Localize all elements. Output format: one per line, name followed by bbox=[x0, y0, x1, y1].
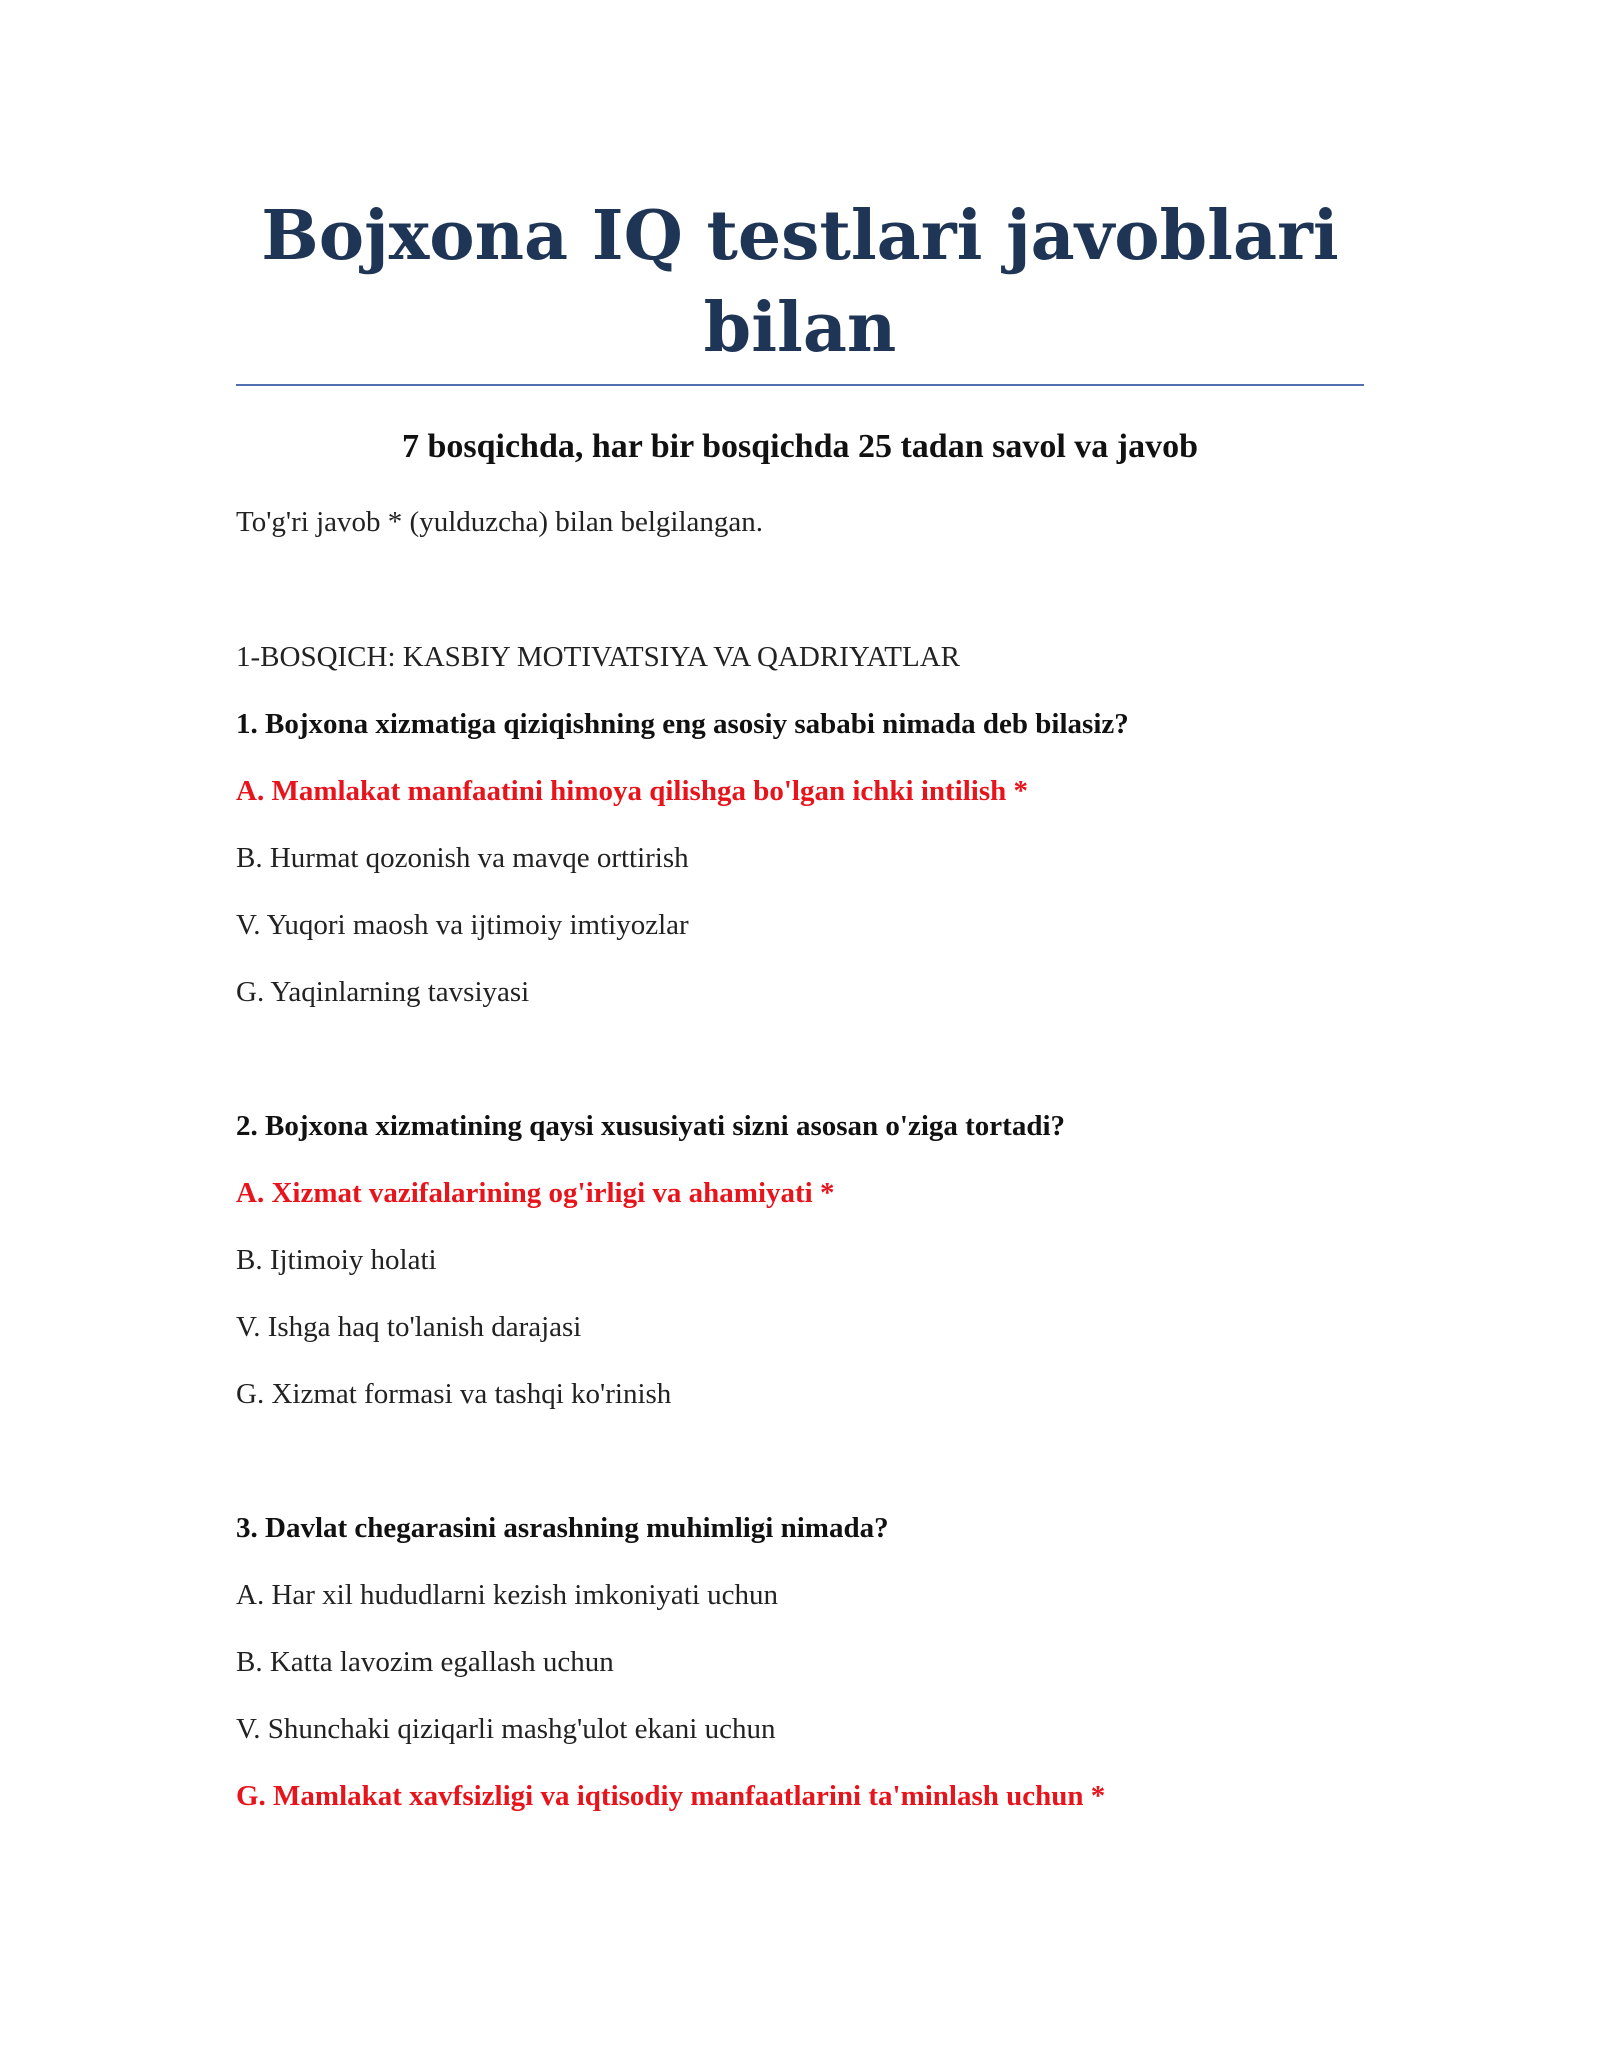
question-2-option-v: V. Ishga haq to'lanish darajasi bbox=[236, 1311, 582, 1343]
document-subtitle: 7 bosqichda, har bir bosqichda 25 tadan savol va javob bbox=[401, 428, 1199, 465]
question-1-option-b: B. Hurmat qozonish va mavqe orttirish bbox=[236, 842, 689, 874]
question-3-option-b: B. Katta lavozim egallash uchun bbox=[236, 1646, 614, 1678]
title-line-2: bilan bbox=[703, 288, 897, 368]
question-3-option-v: V. Shunchaki qiziqarli mashg'ulot ekani uchun bbox=[236, 1713, 776, 1745]
title-line-1: Bojxona IQ testlari javoblari bbox=[261, 196, 1339, 276]
question-1-option-g: G. Yaqinlarning tavsiyasi bbox=[236, 976, 530, 1008]
question-3-option-g-correct: G. Mamlakat xavfsizligi va iqtisodiy manfaatlarini ta'minlash uchun * bbox=[236, 1780, 1106, 1812]
question-3-option-a: A. Har xil hududlarni kezish imkoniyati uchun bbox=[236, 1579, 779, 1611]
question-1-option-a-correct: A. Mamlakat manfaatini himoya qilishga bo'lgan ichki intilish * bbox=[236, 775, 1029, 807]
section-heading: 1-BOSQICH: KASBIY MOTIVATSIYA VA QADRIYATLAR bbox=[236, 641, 961, 673]
question-1: 1. Bojxona xizmatiga qiziqishning eng asosiy sababi nimada deb bilasiz? bbox=[236, 708, 1129, 740]
question-3: 3. Davlat chegarasini asrashning muhimligi nimada? bbox=[236, 1512, 889, 1544]
answer-key-note: To'g'ri javob * (yulduzcha) bilan belgilangan. bbox=[236, 506, 764, 538]
question-1-option-v: V. Yuqori maosh va ijtimoiy imtiyozlar bbox=[236, 909, 689, 941]
question-2-option-a-correct: A. Xizmat vazifalarining og'irligi va ahamiyati * bbox=[236, 1177, 835, 1209]
document-title bbox=[236, 190, 1364, 374]
question-2-option-g: G. Xizmat formasi va tashqi ko'rinish bbox=[236, 1378, 672, 1410]
title-divider bbox=[236, 384, 1364, 386]
question-2: 2. Bojxona xizmatining qaysi xususiyati sizni asosan o'ziga tortadi? bbox=[236, 1110, 1066, 1142]
question-2-option-b: B. Ijtimoiy holati bbox=[236, 1244, 437, 1276]
